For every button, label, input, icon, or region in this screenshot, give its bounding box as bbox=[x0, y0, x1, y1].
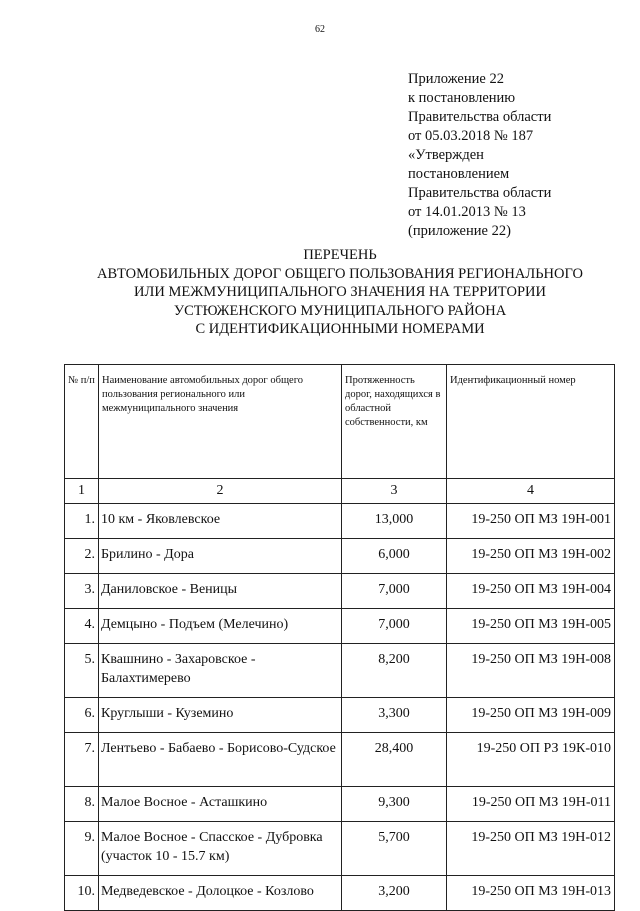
road-name: Квашнино - Захаровское - Балахтимерево bbox=[99, 644, 342, 698]
appendix-line: «Утвержден bbox=[408, 147, 484, 163]
road-length: 6,000 bbox=[342, 539, 447, 574]
road-identifier: 19-250 ОП МЗ 19Н-009 bbox=[447, 698, 615, 733]
column-number: 4 bbox=[447, 479, 615, 504]
table-header-row bbox=[65, 365, 615, 479]
title-line: АВТОМОБИЛЬНЫХ ДОРОГ ОБЩЕГО ПОЛЬЗОВАНИЯ РЕГИОНАЛЬНОГО bbox=[97, 265, 583, 282]
road-name: Брилино - Дора bbox=[99, 539, 342, 574]
appendix-line: (приложение 22) bbox=[408, 223, 511, 239]
appendix-line: Приложение 22 bbox=[408, 71, 504, 87]
road-identifier: 19-250 ОП МЗ 19Н-004 bbox=[447, 574, 615, 609]
title-line: ПЕРЕЧЕНЬ bbox=[303, 247, 377, 263]
appendix-line: от 14.01.2013 № 13 bbox=[408, 204, 526, 220]
row-number: 5. bbox=[65, 644, 99, 698]
header-identifier: Идентификационный номер bbox=[447, 365, 615, 479]
page-number: 62 bbox=[315, 24, 325, 35]
road-length: 7,000 bbox=[342, 609, 447, 644]
table-row bbox=[65, 504, 615, 539]
header-number: № п/п bbox=[65, 365, 99, 479]
road-length: 28,400 bbox=[342, 733, 447, 787]
road-name: Малое Восное - Спасское - Дубровка (участок 10 - 15.7 км) bbox=[99, 822, 342, 876]
column-number: 2 bbox=[99, 479, 342, 504]
row-number: 9. bbox=[65, 822, 99, 876]
table-row bbox=[65, 644, 615, 698]
appendix-line: Правительства области bbox=[408, 109, 552, 125]
road-length: 3,300 bbox=[342, 698, 447, 733]
road-name: Медведевское - Долоцкое - Козлово bbox=[99, 876, 342, 911]
road-name: Малое Восное - Асташкино bbox=[99, 787, 342, 822]
document-title bbox=[60, 246, 620, 339]
road-identifier: 19-250 ОП МЗ 19Н-002 bbox=[447, 539, 615, 574]
road-name: Демцыно - Подъем (Мелечино) bbox=[99, 609, 342, 644]
title-line: С ИДЕНТИФИКАЦИОННЫМИ НОМЕРАМИ bbox=[195, 321, 485, 337]
row-number: 2. bbox=[65, 539, 99, 574]
row-number: 1. bbox=[65, 504, 99, 539]
road-identifier: 19-250 ОП МЗ 19Н-011 bbox=[447, 787, 615, 822]
road-length: 8,200 bbox=[342, 644, 447, 698]
table-row bbox=[65, 876, 615, 911]
road-name: Круглыши - Куземино bbox=[99, 698, 342, 733]
table-row bbox=[65, 733, 615, 787]
road-name: Даниловское - Веницы bbox=[99, 574, 342, 609]
appendix-line: к постановлению bbox=[408, 90, 516, 106]
title-line: ИЛИ МЕЖМУНИЦИПАЛЬНОГО ЗНАЧЕНИЯ НА ТЕРРИТОРИИ bbox=[134, 284, 546, 300]
road-identifier: 19-250 ОП МЗ 19Н-013 bbox=[447, 876, 615, 911]
road-identifier: 19-250 ОП МЗ 19Н-008 bbox=[447, 644, 615, 698]
row-number: 3. bbox=[65, 574, 99, 609]
road-length: 13,000 bbox=[342, 504, 447, 539]
column-number: 1 bbox=[65, 479, 99, 504]
appendix-line: постановлением bbox=[408, 166, 510, 182]
table-row bbox=[65, 539, 615, 574]
road-name: Лентьево - Бабаево - Борисово-Судское bbox=[99, 733, 342, 787]
row-number: 8. bbox=[65, 787, 99, 822]
header-road-name: Наименование автомобильных дорог общего пользования регионального или межмуниципального значения bbox=[99, 365, 342, 479]
column-number-row bbox=[65, 479, 615, 504]
road-length: 9,300 bbox=[342, 787, 447, 822]
road-identifier: 19-250 ОП МЗ 19Н-001 bbox=[447, 504, 615, 539]
appendix-line: Правительства области bbox=[408, 185, 552, 201]
row-number: 6. bbox=[65, 698, 99, 733]
road-identifier: 19-250 ОП МЗ 19Н-005 bbox=[447, 609, 615, 644]
road-identifier: 19-250 ОП МЗ 19Н-012 bbox=[447, 822, 615, 876]
row-number: 4. bbox=[65, 609, 99, 644]
road-length: 7,000 bbox=[342, 574, 447, 609]
row-number: 7. bbox=[65, 733, 99, 787]
appendix-line: от 05.03.2018 № 187 bbox=[408, 128, 534, 144]
road-identifier: 19-250 ОП РЗ 19К-010 bbox=[447, 733, 615, 787]
row-number: 10. bbox=[65, 876, 99, 911]
appendix-block bbox=[408, 70, 551, 241]
title-line: УСТЮЖЕНСКОГО МУНИЦИПАЛЬНОГО РАЙОНА bbox=[173, 302, 507, 319]
roads-table bbox=[64, 364, 615, 911]
table-row bbox=[65, 698, 615, 733]
table-row bbox=[65, 609, 615, 644]
road-name: 10 км - Яковлевское bbox=[99, 504, 342, 539]
column-number: 3 bbox=[342, 479, 447, 504]
header-length: Протяженность дорог, находящихся в областной собственности, км bbox=[342, 365, 447, 479]
road-length: 3,200 bbox=[342, 876, 447, 911]
table-row bbox=[65, 574, 615, 609]
table-row bbox=[65, 822, 615, 876]
road-length: 5,700 bbox=[342, 822, 447, 876]
table-row bbox=[65, 787, 615, 822]
